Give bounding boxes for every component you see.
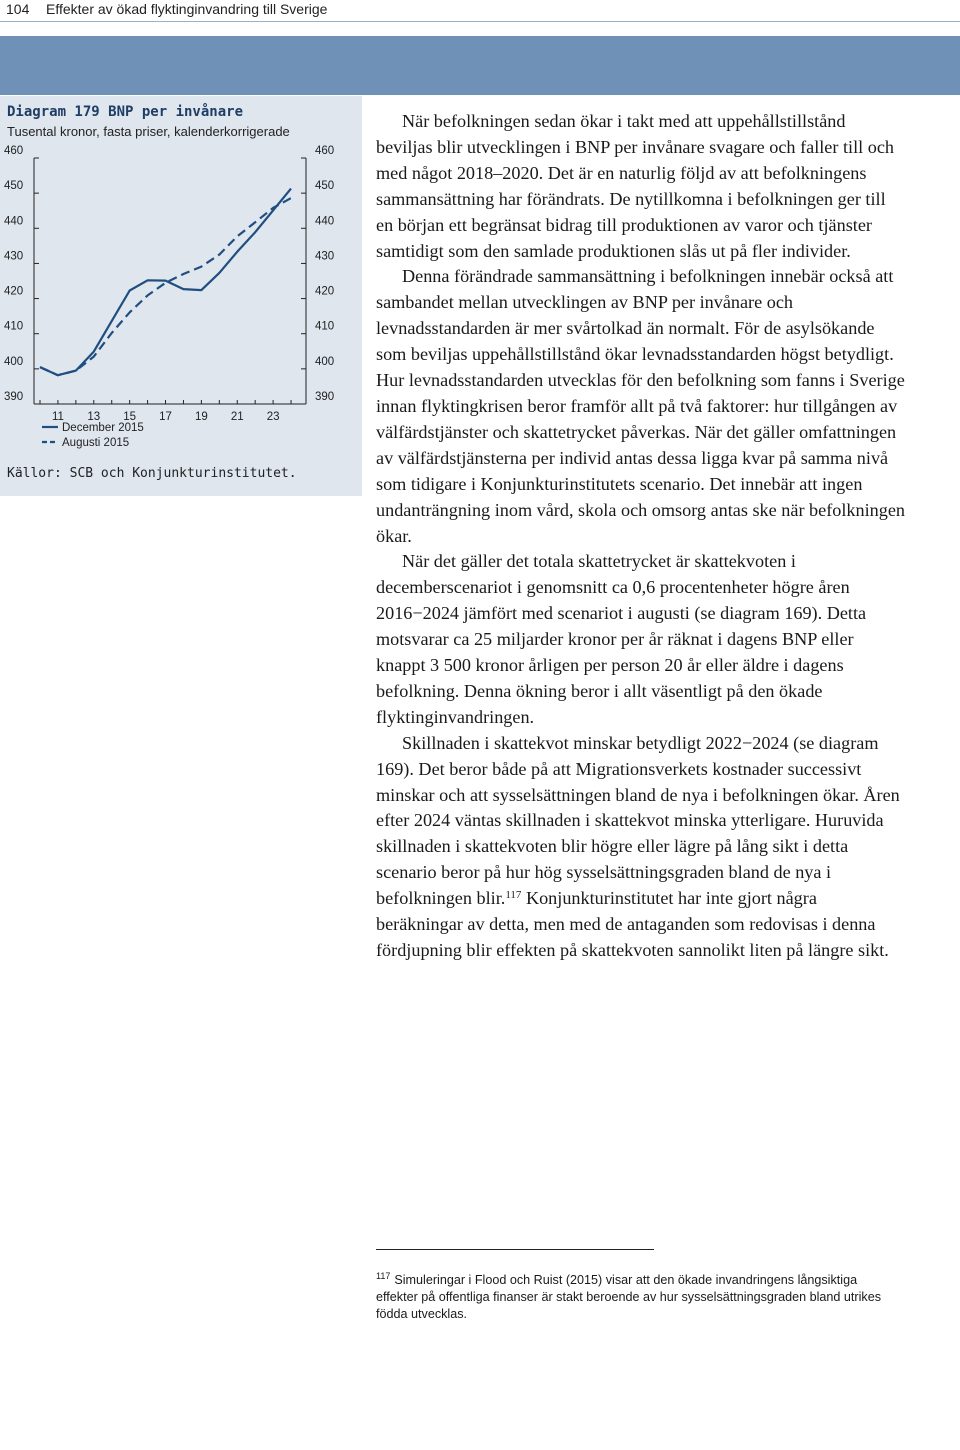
x-tick-label: 17 <box>159 411 172 423</box>
figure-panel <box>0 96 362 496</box>
paragraph-3: När det gäller det totala skattetrycket är skattekvoten i decemberscenariot i genomsnitt ca 0,6 procentenheter högre åren 2016−2024 jämfört med scenariot i augusti (se diagram 169). Detta motsvarar ca 25 miljarder kronor per år räknat i dagens BNP eller knappt 3 500 kronor årligen per person 20 år eller äldre i dagens befolkning. Denna ökning beror i allt väsentligt på den ökade flyktinginvandringen. <box>376 551 867 727</box>
paragraph-4-part-a: Skillnaden i skattekvot minskar betydligt 2022−2024 (se diagram 169). Det beror både på att Migrationsverkets kostnader successivt minskar och att sysselsättningen bland de nya i befolkningen ökar. Åren efter 2024 väntas skillnaden i skattekvot minska ytterligare. Huruvida skillnaden i skattekvoten blir högre eller lägre på lång sikt i detta scenario beror på hur hög sysselsättningsgraden bland de nya i befolkningen blir. <box>376 732 900 909</box>
figure-source: Källor: SCB och Konjunkturinstitutet. <box>7 466 297 481</box>
y-tick-label-left: 420 <box>4 285 24 298</box>
footnote-reference[interactable]: 117 <box>505 889 522 902</box>
x-tick-label: 19 <box>194 411 208 423</box>
y-tick-label-right: 430 <box>315 250 335 263</box>
y-tick-label-right: 460 <box>315 145 335 157</box>
body-text <box>376 109 906 964</box>
y-tick-label-left: 430 <box>4 250 24 263</box>
y-tick-label-left: 410 <box>4 320 24 333</box>
page-number: 104 <box>6 1 30 17</box>
figure-title: Diagram 179 BNP per invånare <box>7 104 244 120</box>
decorative-band <box>0 36 960 95</box>
paragraph-4-part-b: Konjunkturinstitutet har inte gjort några beräkningar av detta, men med de antaganden som redovisas i denna fördjupning blir effekten på skattekvoten sannolikt liten på längre sikt. <box>376 888 889 960</box>
y-tick-label-right: 410 <box>315 320 335 333</box>
y-tick-label-right: 450 <box>315 180 335 193</box>
x-tick-label: 11 <box>51 411 64 423</box>
y-tick-label-left: 440 <box>4 215 24 228</box>
legend-label: Augusti 2015 <box>62 437 130 449</box>
legend-label: December 2015 <box>62 422 144 434</box>
footnote-number: 117 <box>376 1271 391 1281</box>
y-tick-label-left: 460 <box>4 145 24 157</box>
y-tick-label-right: 400 <box>315 355 335 368</box>
y-tick-label-right: 440 <box>315 215 335 228</box>
x-tick-label: 15 <box>123 411 137 423</box>
paragraph-4 <box>376 731 906 964</box>
x-tick-label: 23 <box>266 411 280 423</box>
footnote <box>376 1272 896 1323</box>
series-line-december-2015 <box>40 189 291 376</box>
y-tick-label-left: 400 <box>4 355 24 368</box>
series-line-augusti-2015 <box>40 198 291 375</box>
x-tick-label: 13 <box>87 411 101 423</box>
running-header <box>0 0 960 20</box>
figure-subtitle: Tusental kronor, fasta priser, kalenderkorrigerade <box>7 124 290 139</box>
paragraph-1: När befolkningen sedan ökar i takt med att uppehållstillstånd beviljas blir utvecklingen i BNP per invånare svagare och faller till och med något 2018–2020. Det är en naturlig följd av att befolkningens sammansättning har förändrats. De nytillkomna i befolkningen ger till en början ett begränsat bidrag till produktionen av varor och tjänster samtidigt som den samlade produktionen slås ut på fler individer. <box>376 111 895 261</box>
y-tick-label-left: 450 <box>4 180 24 193</box>
footnote-rule <box>376 1249 654 1250</box>
footnote-text: Simuleringar i Flood och Ruist (2015) visar att den ökade invandringens långsiktiga effekter på offentliga finanser är stakt beroende av hur sysselsättningsgraden bland utrikes födda utvecklas. <box>376 1273 881 1321</box>
header-rule <box>0 21 960 22</box>
paragraph-2: Denna förändrade sammansättning i befolkningen innebär också att sambandet mellan utvecklingen av BNP per invånare och levnadsstandarden är mer svårtolkad än normalt. För de asylsökande som beviljas uppehållstillstånd ökar levnadsstandarden högst betydligt. Hur levnadsstandarden utvecklas för den befolkning som fanns i Sverige innan flyktingkrisen beror framför allt på två faktorer: hur tillgången av välfärdstjänster och skattetrycket påverkas. När det gäller omfattningen av välfärdstjänsterna per individ antas dessa ligga kvar på samma nivå som tidigare i Konjunkturinstitutets scenario. Det innebär att ingen undanträngning inom vård, skola och omsorg antas ske när befolkningen ökar. <box>376 266 906 546</box>
y-tick-label-left: 390 <box>4 391 24 403</box>
y-tick-label-right: 390 <box>315 391 335 403</box>
line-chart <box>0 96 362 496</box>
y-tick-label-right: 420 <box>315 285 335 298</box>
running-title: Effekter av ökad flyktinginvandring till Sverige <box>46 1 328 17</box>
x-tick-label: 21 <box>230 411 244 423</box>
